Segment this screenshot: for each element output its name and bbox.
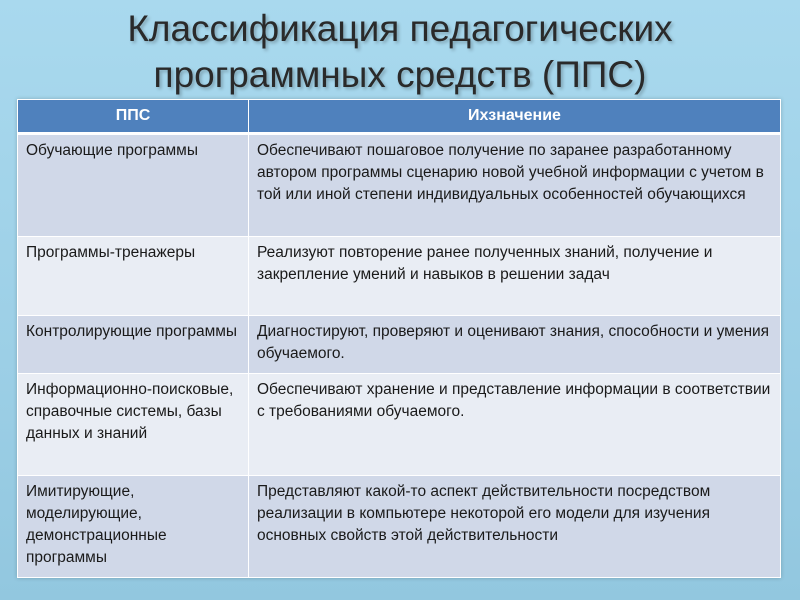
table-header-row — [18, 100, 781, 134]
row-name-cell: Контролирующие программы — [18, 316, 249, 374]
header-pps: ППС — [18, 100, 249, 134]
slide-title-line-2: программных средств (ППС) — [153, 54, 647, 95]
table-row — [18, 237, 781, 316]
header-purpose: Ихзначение — [249, 100, 781, 134]
table-row — [18, 134, 781, 237]
table-row — [18, 476, 781, 578]
classification-table — [17, 99, 781, 578]
row-purpose-cell: Представляют какой-то аспект действительности посредством реализации в компьютере некоторой его модели для изучения основных свойств этой действительности — [249, 476, 781, 578]
row-purpose-cell: Обеспечивают хранение и представление информации в соответствии с требованиями обучаемого. — [249, 374, 781, 476]
table-row — [18, 316, 781, 374]
row-name-cell: Программы-тренажеры — [18, 237, 249, 316]
table-row — [18, 374, 781, 476]
row-purpose-cell: Обеспечивают пошаговое получение по заранее разработанному автором программы сценарию новой учебной информации с учетом в той или иной степени индивидуальных особенностей обучающихся — [249, 134, 781, 237]
slide-title-line-1: Классификация педагогических — [127, 8, 673, 49]
slide-title — [0, 6, 800, 98]
row-name-cell: Имитирующие, моделирующие, демонстрационные программы — [18, 476, 249, 578]
row-name-cell: Обучающие программы — [18, 134, 249, 237]
row-name-cell: Информационно-поисковые, справочные системы, базы данных и знаний — [18, 374, 249, 476]
row-purpose-cell: Диагностируют, проверяют и оценивают знания, способности и умения обучаемого. — [249, 316, 781, 374]
row-purpose-cell: Реализуют повторение ранее полученных знаний, получение и закрепление умений и навыков в решении задач — [249, 237, 781, 316]
